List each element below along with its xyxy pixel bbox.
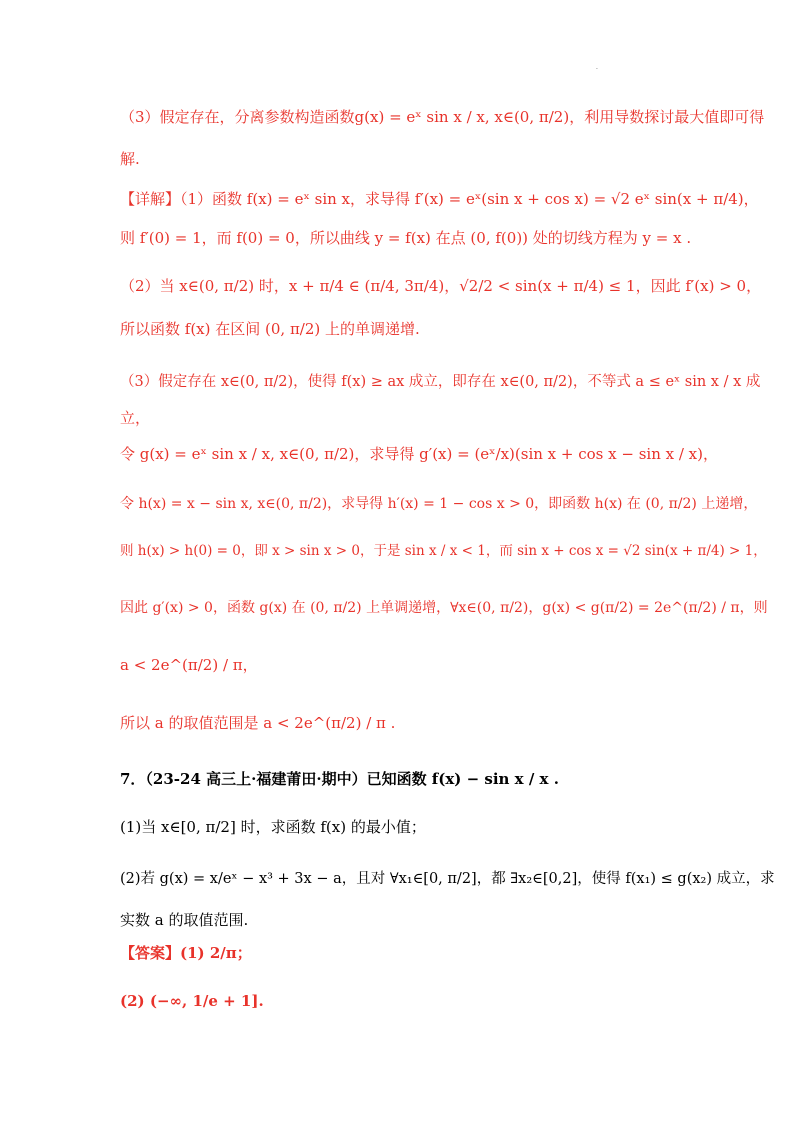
detail-part1-tangent: 则 f′(0) = 1，而 f(0) = 0，所以曲线 y = f(x) 在点 (0, f(0)) 处的切线方程为 y = x . xyxy=(120,229,692,247)
answer-part2: (2) (−∞, 1/e + 1]. xyxy=(120,992,264,1010)
detail-inequality: 则 h(x) > h(0) = 0，即 x > sin x > 0，于是 sin x / x < 1，而 sin x + cos x = √2 sin(x + π/4) > 1， xyxy=(120,543,767,559)
detail-part3: （3）假定存在 x∈(0, π/2)，使得 f(x) ≥ ax 成立，即存在 x∈(0, π/2)，不等式 a ≤ eˣ sin x / x 成 xyxy=(120,374,761,390)
detail-part2: （2）当 x∈(0, π/2) 时，x + π/4 ∈ (π/4, 3π/4)，√2/2 < sin(x + π/4) ≤ 1，因此 f′(x) > 0， xyxy=(120,277,762,295)
detail-g-increasing: 因此 g′(x) > 0，函数 g(x) 在 (0, π/2) 上单调递增，∀x∈(0, π/2)，g(x) < g(π/2) = 2e^(π/2) / π，则 xyxy=(120,600,768,616)
detail-define-g: 令 g(x) = eˣ sin x / x, x∈(0, π/2)，求导得 g′(x) = (eˣ/x)(sin x + cos x − sin x / x)， xyxy=(120,445,718,463)
detail-part2-conclusion: 所以函数 f(x) 在区间 (0, π/2) 上的单调递增. xyxy=(120,320,420,338)
solution-step3-hint-cont: 解. xyxy=(120,150,140,168)
answer-part1: 【答案】(1) 2/π； xyxy=(120,944,252,962)
header-dot: · xyxy=(596,66,598,73)
detail-part1: 【详解】（1）函数 f(x) = eˣ sin x，求导得 f′(x) = eˣ(sin x + cos x) = √2 eˣ sin(x + π/4)， xyxy=(120,190,759,208)
problem-7-part1: (1)当 x∈[0, π/2] 时，求函数 f(x) 的最小值； xyxy=(120,818,426,836)
detail-range-conclusion: 所以 a 的取值范围是 a < 2e^(π/2) / π . xyxy=(120,714,396,732)
problem-7-title: 7．（23-24 高三上·福建莆田·期中）已知函数 f(x) − sin x / x . xyxy=(120,770,559,788)
problem-7-part2-cont: 实数 a 的取值范围. xyxy=(120,911,249,929)
detail-define-h: 令 h(x) = x − sin x, x∈(0, π/2)，求导得 h′(x) = 1 − cos x > 0，即函数 h(x) 在 (0, π/2) 上递增， xyxy=(120,496,758,512)
solution-step3-hint: （3）假定存在，分离参数构造函数g(x) = eˣ sin x / x, x∈(0, π/2)，利用导数探讨最大值即可得 xyxy=(120,108,765,126)
problem-7-part2: (2)若 g(x) = x/eˣ − x³ + 3x − a，且对 ∀x₁∈[0, π/2]，都 ∃x₂∈[0,2]，使得 f(x₁) ≤ g(x₂) 成立，求 xyxy=(120,871,775,887)
detail-a-bound: a < 2e^(π/2) / π， xyxy=(120,656,258,674)
detail-part3-cont: 立， xyxy=(120,409,151,427)
